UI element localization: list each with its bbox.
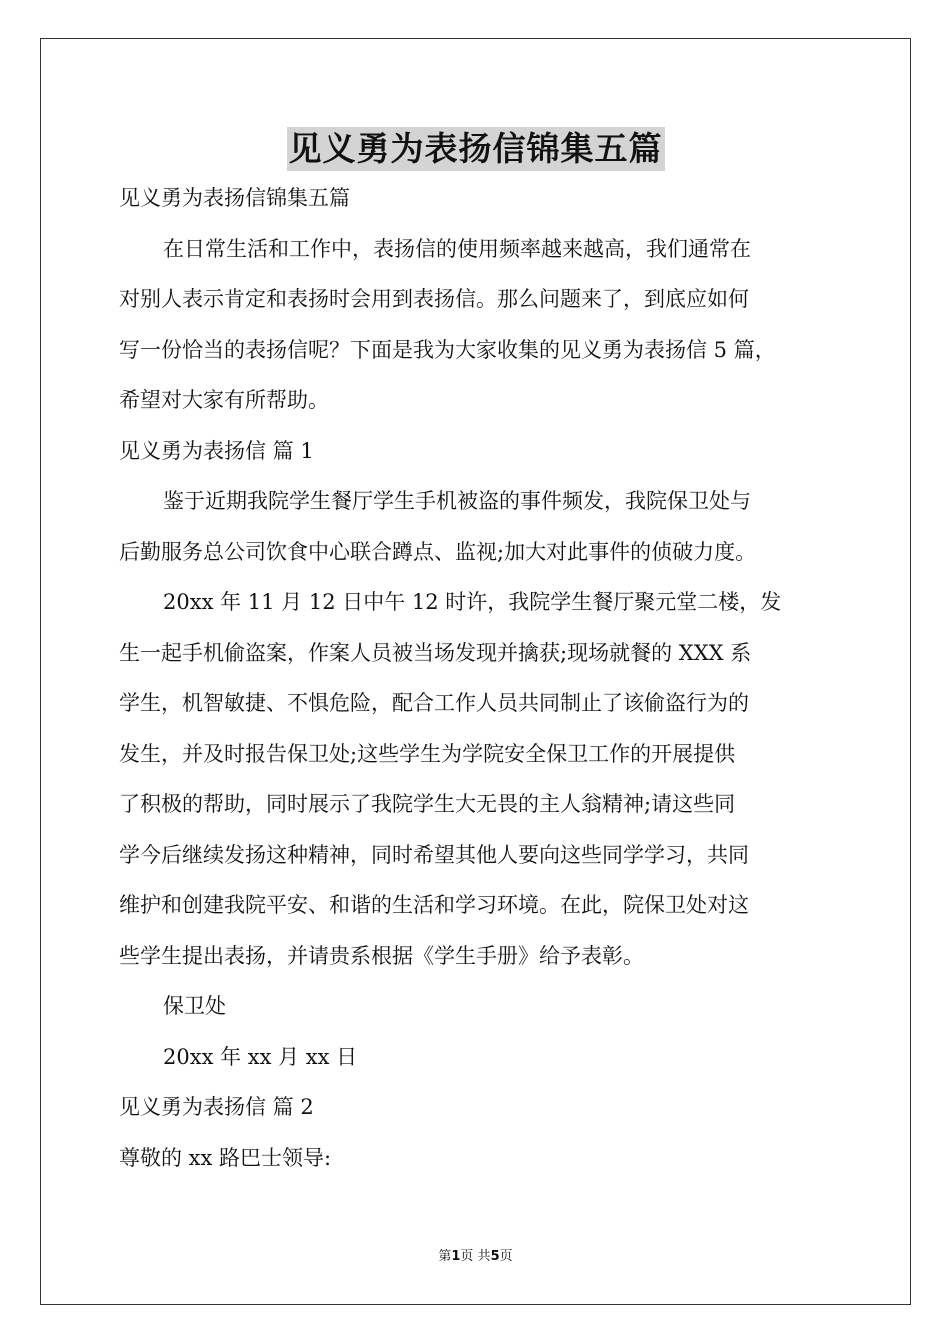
document-body <box>119 173 839 1183</box>
document-title: 见义勇为表扬信锦集五篇 <box>287 127 665 171</box>
footer-total-pages: 5 <box>490 1249 500 1264</box>
text-line: 见义勇为表扬信 篇 1 <box>119 438 314 463</box>
text-line: 了积极的帮助，同时展示了我院学生大无畏的主人翁精神;请这些同 <box>119 792 736 816</box>
text-line: 学今后继续发扬这种精神，同时希望其他人要向这些同学学习，共同 <box>119 842 749 867</box>
page-footer <box>41 1245 910 1264</box>
document-page <box>40 38 911 1305</box>
text-line: 20xx 年 11 月 12 日中午 12 时许，我院学生餐厅聚元堂二楼，发 <box>163 590 782 614</box>
footer-prefix: 第 <box>438 1249 452 1264</box>
footer-suffix: 页 <box>499 1249 513 1264</box>
text-line: 写一份恰当的表扬信呢？下面是我为大家收集的见义勇为表扬信 5 篇， <box>119 337 776 362</box>
text-line: 20xx 年 xx 月 xx 日 <box>163 1044 358 1069</box>
text-line: 见义勇为表扬信锦集五篇 <box>119 186 350 210</box>
text-line: 维护和创建我院平安、和谐的生活和学习环境。在此，院保卫处对这 <box>119 893 749 917</box>
text-line: 保卫处 <box>163 994 226 1018</box>
text-line: 在日常生活和工作中，表扬信的使用频率越来越高，我们通常在 <box>163 236 751 261</box>
text-line: 鉴于近期我院学生餐厅学生手机被盗的事件频发，我院保卫处与 <box>163 489 751 513</box>
text-line: 见义勇为表扬信 篇 2 <box>119 1095 314 1119</box>
text-line: 发生，并及时报告保卫处;这些学生为学院安全保卫工作的开展提供 <box>119 741 736 766</box>
text-line: 后勤服务总公司饮食中心联合蹲点、监视;加大对此事件的侦破力度。 <box>119 539 757 564</box>
text-line: 希望对大家有所帮助。 <box>119 388 329 412</box>
text-line: 尊敬的 xx 路巴士领导: <box>119 1145 332 1170</box>
text-line: 学生，机智敏捷、不惧危险，配合工作人员共同制止了该偷盗行为的 <box>119 691 749 715</box>
text-line: 些学生提出表扬，并请贵系根据《学生手册》给予表彰。 <box>119 943 644 968</box>
footer-middle: 页 共 <box>460 1249 491 1264</box>
footer-page-number: 1 <box>451 1249 461 1264</box>
text-line: 生一起手机偷盗案，作案人员被当场发现并擒获;现场就餐的 XXX 系 <box>119 640 752 665</box>
text-line: 对别人表示肯定和表扬时会用到表扬信。那么问题来了，到底应如何 <box>119 287 749 311</box>
title-wrap <box>41 127 910 171</box>
